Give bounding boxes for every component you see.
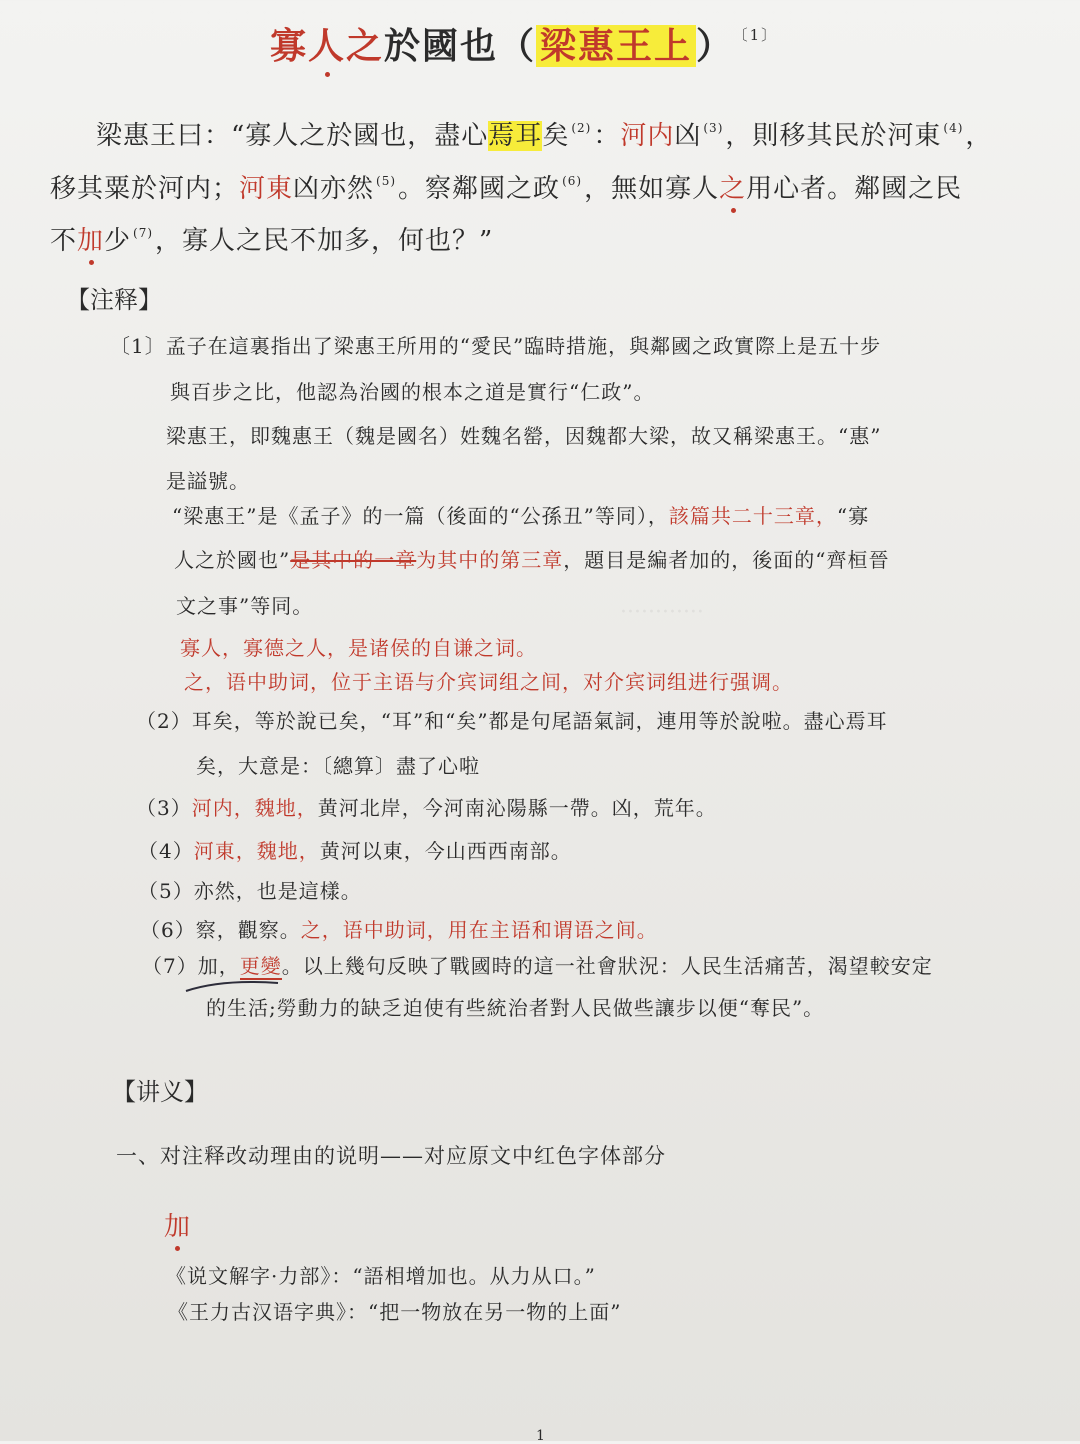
- text: “寡: [836, 504, 870, 528]
- notes-heading: 【注释】: [66, 286, 162, 314]
- note-5: （5）亦然，也是這樣。: [138, 879, 362, 903]
- footnote-ref: (6): [562, 174, 583, 188]
- reference-2: 《王力古汉语字典》：“把一物放在另一物的上面”: [168, 1300, 622, 1324]
- note-6: [140, 914, 658, 943]
- text: 少: [104, 226, 132, 256]
- text: 凶: [674, 121, 702, 151]
- text: （4）: [138, 839, 194, 863]
- title-footnote: 〔1〕: [740, 26, 779, 44]
- red-text: 河内，魏地，: [191, 796, 318, 820]
- red-text: 河東，魏地，: [193, 839, 320, 863]
- text: ，: [965, 121, 993, 151]
- note-1-line-1: 〔1〕孟子在這裏指出了梁惠王所用的“愛民”臨時措施，與鄰國之政實際上是五十步: [110, 334, 882, 358]
- character-jia: 加: [164, 1206, 190, 1243]
- note-1-line-7: 文之事”等同。: [176, 594, 314, 618]
- text: “梁惠王”是《孟子》的一篇（後面的“公孫丑”等同），: [172, 504, 669, 528]
- note-7-line-2: 的生活;勞動力的缺乏迫使有些統治者對人民做些讓步以便“奪民”。: [206, 996, 825, 1020]
- bleed-through-text: ············: [620, 600, 704, 625]
- passage-line-3: [50, 220, 493, 257]
- note-4: [138, 835, 572, 864]
- text: ，則移其民於河東: [725, 121, 942, 151]
- red-text: 之: [719, 168, 746, 205]
- red-text: 河東: [239, 174, 294, 204]
- passage-line-1: [96, 115, 992, 152]
- text: （7）加，: [142, 954, 240, 978]
- page-number: 1: [536, 1428, 545, 1444]
- lecture-heading: 【讲义】: [112, 1078, 208, 1106]
- passage-line-2: [50, 168, 962, 205]
- struck-red-text: 是其中的一章: [290, 548, 417, 572]
- section-1-heading: 一、对注释改动理由的说明——对应原文中红色字体部分: [116, 1144, 666, 1168]
- red-text: 为其中的第三章: [416, 548, 564, 572]
- text: 不: [50, 226, 78, 256]
- text: 黄河北岸，今河南沁陽縣一帶。凶，荒年。: [317, 796, 717, 820]
- text: ：: [593, 121, 621, 151]
- text: （6）察，觀察。: [140, 918, 301, 942]
- note-2-line-1: （2）耳矣，等於說已矣，“耳”和“矣”都是句尾語氣詞，連用等於說啦。盡心焉耳: [136, 709, 888, 733]
- note-1-line-4: 是謚號。: [166, 469, 250, 493]
- red-text: 河内: [620, 121, 675, 151]
- text: 凶亦然: [293, 174, 375, 204]
- red-text: 該篇共二十三章，: [668, 504, 837, 528]
- underlined-red-text: 更變: [239, 954, 282, 978]
- title-part1: 寡人之: [270, 25, 384, 67]
- note-3: [136, 792, 717, 821]
- note-1-line-5: [172, 500, 869, 529]
- note-1-line-8: 寡人，寡德之人，是诸侯的自谦之词。: [180, 636, 537, 660]
- text: 移其粟於河内；: [50, 174, 240, 204]
- text: （3）: [136, 796, 192, 820]
- highlighted-text: 焉耳: [488, 121, 543, 151]
- footnote-ref: (4): [943, 121, 964, 135]
- note-2-line-2: 矣，大意是：〔總算〕盡了心啦: [196, 754, 480, 778]
- footnote-ref: (3): [703, 121, 724, 135]
- title-highlight: 梁惠王上: [536, 25, 696, 67]
- note-1-line-9: 之，语中助词，位于主语与介宾词组之间，对介宾词组进行强调。: [184, 670, 793, 694]
- note-1-line-6: [174, 544, 889, 573]
- reference-1: 《说文解字·力部》：“語相增加也。从力从口。”: [166, 1264, 596, 1288]
- note-1-line-3: 梁惠王，即魏惠王（魏是國名）姓魏名罃，因魏都大梁，故又稱梁惠王。“惠”: [166, 424, 882, 448]
- footnote-ref: (2): [571, 121, 592, 135]
- page-title: [270, 18, 778, 69]
- footnote-ref: (7): [133, 226, 154, 240]
- title-part2: 於國也（: [384, 25, 537, 67]
- text: 用心者。鄰國之民: [746, 174, 963, 204]
- text: ，無如寡人: [584, 174, 720, 204]
- text: 。以上幾句反映了戰國時的這一社會狀況：人民生活痛苦，渴望較安定: [281, 954, 933, 978]
- footnote-ref: (5): [376, 174, 397, 188]
- red-text: 加: [77, 220, 104, 257]
- note-1-line-2: 與百步之比，他認為治國的根本之道是實行“仁政”。: [170, 380, 655, 404]
- red-text: 之，语中助词，用在主语和谓语之间。: [300, 918, 658, 942]
- text: 人之於國也”: [174, 548, 291, 572]
- title-part3: ）: [696, 25, 735, 67]
- text: 黄河以東，今山西西南部。: [319, 839, 572, 863]
- text: 梁惠王曰：“寡人之於國也，盡心: [96, 121, 489, 151]
- text: 矣: [542, 121, 570, 151]
- text: ，題目是編者加的，後面的“齊桓晉: [563, 548, 890, 572]
- text: ，寡人之民不加多，何也？”: [155, 226, 494, 256]
- text: 。察鄰國之政: [398, 174, 561, 204]
